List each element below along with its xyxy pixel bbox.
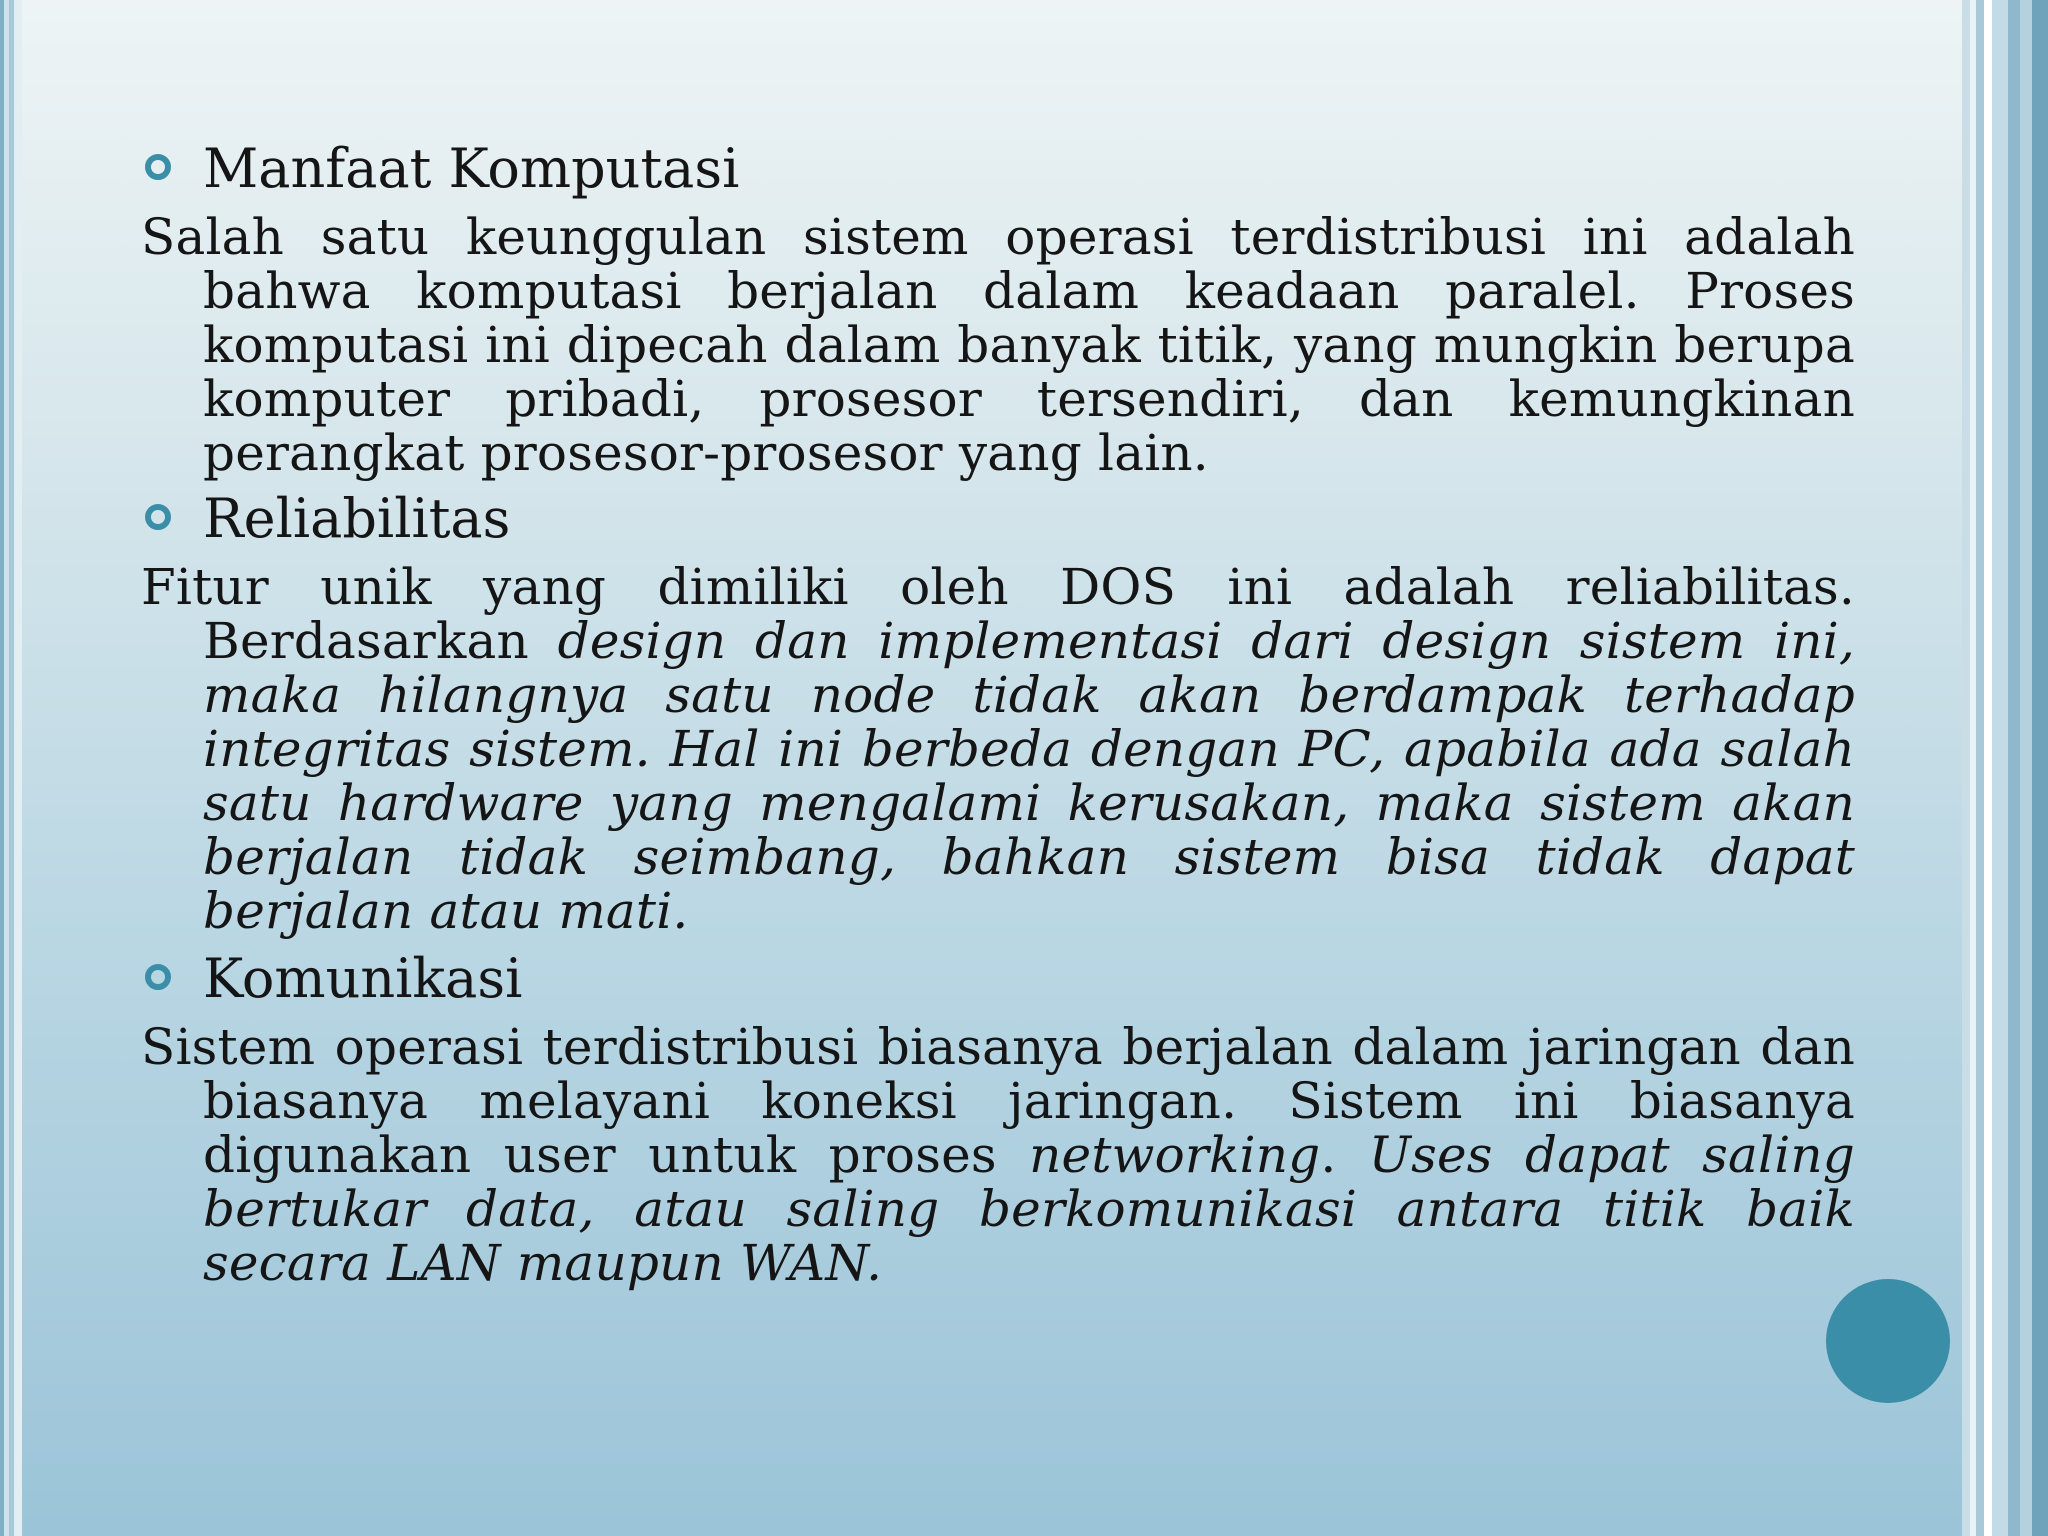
heading-text: Reliabilitas (203, 487, 511, 550)
right-frame-stripes (1962, 0, 2048, 1536)
paragraph-text: . (1320, 1126, 1369, 1184)
paragraph-reliabilitas (141, 560, 1855, 938)
heading-text: Manfaat Komputasi (203, 137, 740, 200)
section-heading-reliabilitas (141, 482, 1855, 556)
ring-bullet-icon (145, 154, 171, 180)
paragraph-italic-text: Uses dapat saling bertukar data, atau saling berkomunikasi antara titik baik secara LAN maupun WAN. (203, 1126, 1855, 1292)
ring-bullet-icon (145, 504, 171, 530)
paragraph-italic-text: design dan implementasi dari design sistem ini, maka hilangnya satu node tidak akan berdampak terhadap integritas sistem. Hal ini berbeda dengan PC, apabila ada salah satu hardware yang mengalami kerusakan, maka sistem akan berjalan tidak seimbang, bahkan sistem bisa tidak dapat berjalan atau mati. (203, 612, 1855, 940)
heading-text: Komunikasi (203, 947, 523, 1010)
paragraph-text: Sistem operasi terdistribusi biasanya berjalan dalam jaringan dan biasanya melayani koneksi jaringan. Sistem ini biasanya digunakan user untuk proses (141, 1018, 1855, 1184)
paragraph-text: Salah satu keunggulan sistem operasi terdistribusi ini adalah bahwa komputasi berjalan dalam keadaan paralel. Proses komputasi ini dipecah dalam banyak titik, yang mungkin berupa komputer pribadi, prosesor tersendiri, dan kemungkinan perangkat prosesor-prosesor yang lain. (141, 208, 1855, 482)
section-heading-manfaat-komputasi (141, 132, 1855, 206)
decorative-circle (1826, 1279, 1950, 1403)
slide-content (141, 132, 1855, 1290)
paragraph-text: Fitur unik yang dimiliki oleh DOS ini adalah reliabilitas. Berdasarkan (141, 558, 1855, 670)
paragraph-italic-text: networking (1029, 1126, 1321, 1184)
left-frame-stripes (0, 0, 22, 1536)
section-heading-komunikasi (141, 942, 1855, 1016)
paragraph-manfaat-komputasi (141, 210, 1855, 480)
ring-bullet-icon (145, 964, 171, 990)
paragraph-komunikasi (141, 1020, 1855, 1290)
